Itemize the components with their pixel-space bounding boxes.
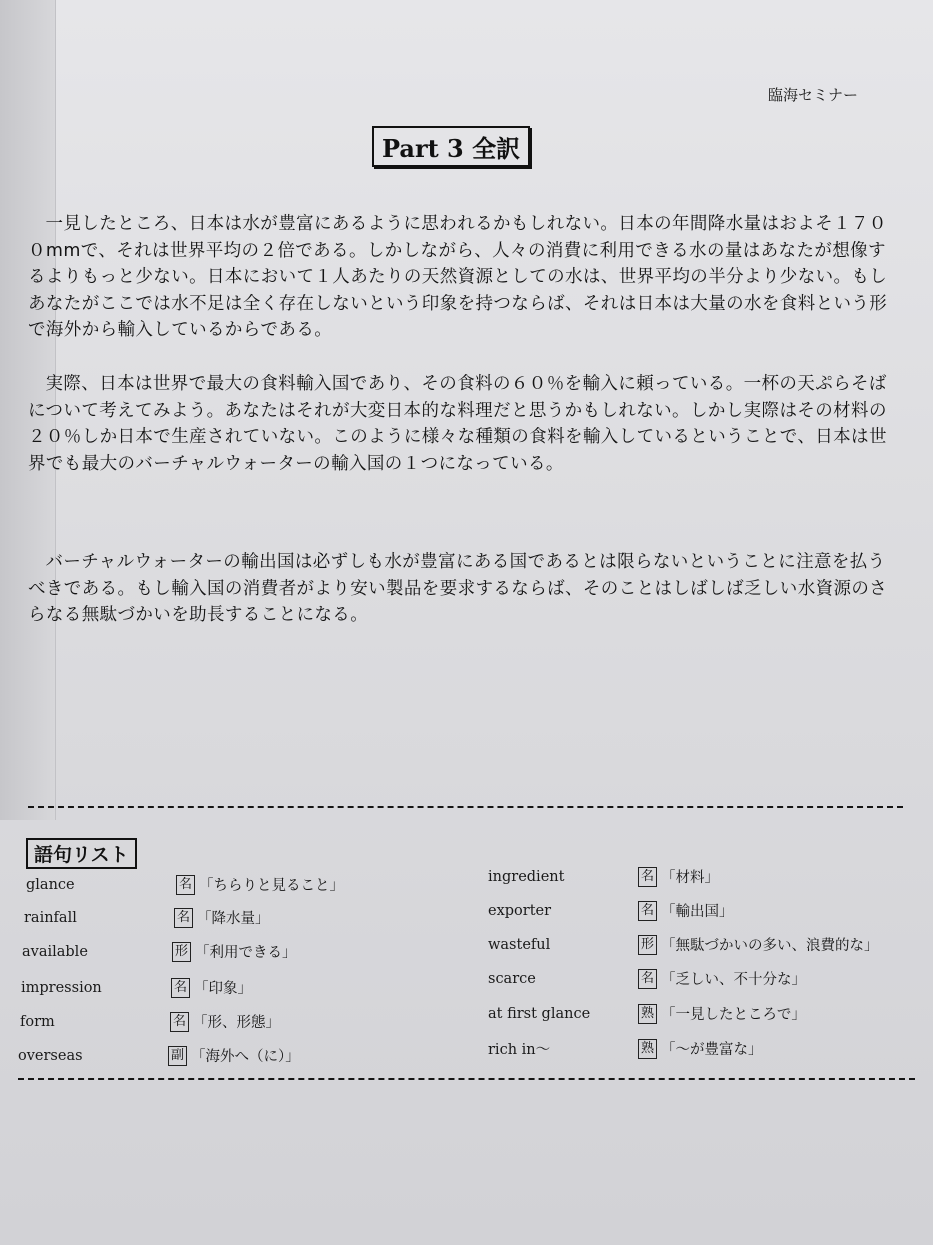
- part-of-speech-badge: 名: [170, 1012, 189, 1032]
- vocab-meaning: 「輸出国」: [661, 904, 734, 920]
- vocab-word: glance: [26, 876, 75, 893]
- vocab-meaning: 「無駄づかいの多い、浪費的な」: [661, 938, 879, 954]
- part-of-speech-badge: 熟: [638, 1039, 657, 1059]
- part-of-speech-badge: 名: [638, 867, 657, 887]
- paragraph-3: バーチャルウォーターの輸出国は必ずしも水が豊富にある国であるとは限らないということに注意を払うべきである。もし輸入国の消費者がより安い製品を要求するならば、そのことはしばしば乏しい水資源のさらなる無駄づかいを助長することになる。: [28, 552, 888, 625]
- vocab-meaning: 「～が豊富な」: [661, 1042, 763, 1058]
- dashed-divider-top: [28, 806, 903, 808]
- vocab-item: [26, 874, 344, 895]
- vocab-word: available: [22, 943, 88, 960]
- vocab-word: rich in～: [488, 1042, 551, 1058]
- vocab-meaning: 「降水量」: [197, 911, 270, 927]
- vocab-item: [488, 866, 719, 887]
- vocab-word: ingredient: [488, 868, 565, 885]
- vocab-word: rainfall: [24, 909, 77, 926]
- seminar-name: 臨海セミナー: [767, 86, 858, 104]
- vocab-meaning: 「乏しい、不十分な」: [661, 972, 806, 988]
- part-of-speech-badge: 名: [638, 969, 657, 989]
- vocab-meaning: 「材料」: [661, 870, 719, 886]
- vocab-word: exporter: [488, 902, 552, 919]
- part-of-speech-badge: 形: [172, 942, 191, 962]
- vocab-word: scarce: [488, 970, 536, 987]
- vocab-item: [488, 900, 734, 921]
- part-of-speech-badge: 副: [168, 1046, 187, 1066]
- vocab-meaning: 「利用できる」: [195, 945, 297, 961]
- vocab-item: [21, 977, 252, 998]
- vocab-word: wasteful: [488, 936, 551, 953]
- page-title: Part 3 全訳: [372, 126, 530, 167]
- vocab-meaning: 「海外へ（に）」: [191, 1049, 300, 1065]
- vocab-item: [24, 907, 270, 928]
- vocab-word: impression: [21, 979, 102, 996]
- vocab-item: [488, 1003, 806, 1024]
- vocab-item: [488, 968, 806, 989]
- part-of-speech-badge: 名: [171, 978, 190, 998]
- vocab-word: at first glance: [488, 1005, 591, 1022]
- part-of-speech-badge: 名: [176, 875, 195, 895]
- vocab-item: [20, 1011, 280, 1032]
- vocab-word: form: [20, 1013, 55, 1030]
- vocab-meaning: 「印象」: [194, 981, 252, 997]
- vocab-item: [488, 1038, 763, 1059]
- vocab-word: overseas: [18, 1047, 83, 1064]
- vocab-meaning: 「形、形態」: [193, 1015, 280, 1031]
- vocab-item: [22, 941, 297, 962]
- paragraph-2: 実際、日本は世界で最大の食料輸入国であり、その食料の６０％を輸入に頼っている。一杯の天ぷらそばについて考えてみよう。あなたはそれが大変日本的な料理だと思うかもしれない。しかし実際はその材料の２０％しか日本で生産されていない。このように様々な種類の食料を輸入しているということで、日本は世界でも最大のバーチャルウォーターの輸入国の１つになっている。: [28, 374, 887, 474]
- paragraph-1: 一見したところ、日本は水が豊富にあるように思われるかもしれない。日本の年間降水量はおよそ１７００mmで、それは世界平均の２倍である。しかしながら、人々の消費に利用できる水の量はあなたが想像するよりもっと少ない。日本において１人あたりの天然資源としての水は、世界平均の半分より少ない。もしあなたがここでは水不足は全く存在しないという印象を持つならば、それは日本は大量の水を食料という形で海外から輸入しているからである。: [28, 214, 888, 340]
- part-of-speech-badge: 名: [174, 908, 193, 928]
- vocab-meaning: 「ちらりと見ること」: [199, 878, 344, 894]
- part-of-speech-badge: 形: [638, 935, 657, 955]
- vocab-list-title: 語句リスト: [26, 838, 137, 869]
- dashed-divider-bottom: [18, 1078, 915, 1080]
- part-of-speech-badge: 熟: [638, 1004, 657, 1024]
- vocab-item: [18, 1045, 300, 1066]
- vocab-item: [488, 934, 879, 955]
- vocab-meaning: 「一見したところで」: [661, 1007, 806, 1023]
- part-of-speech-badge: 名: [638, 901, 657, 921]
